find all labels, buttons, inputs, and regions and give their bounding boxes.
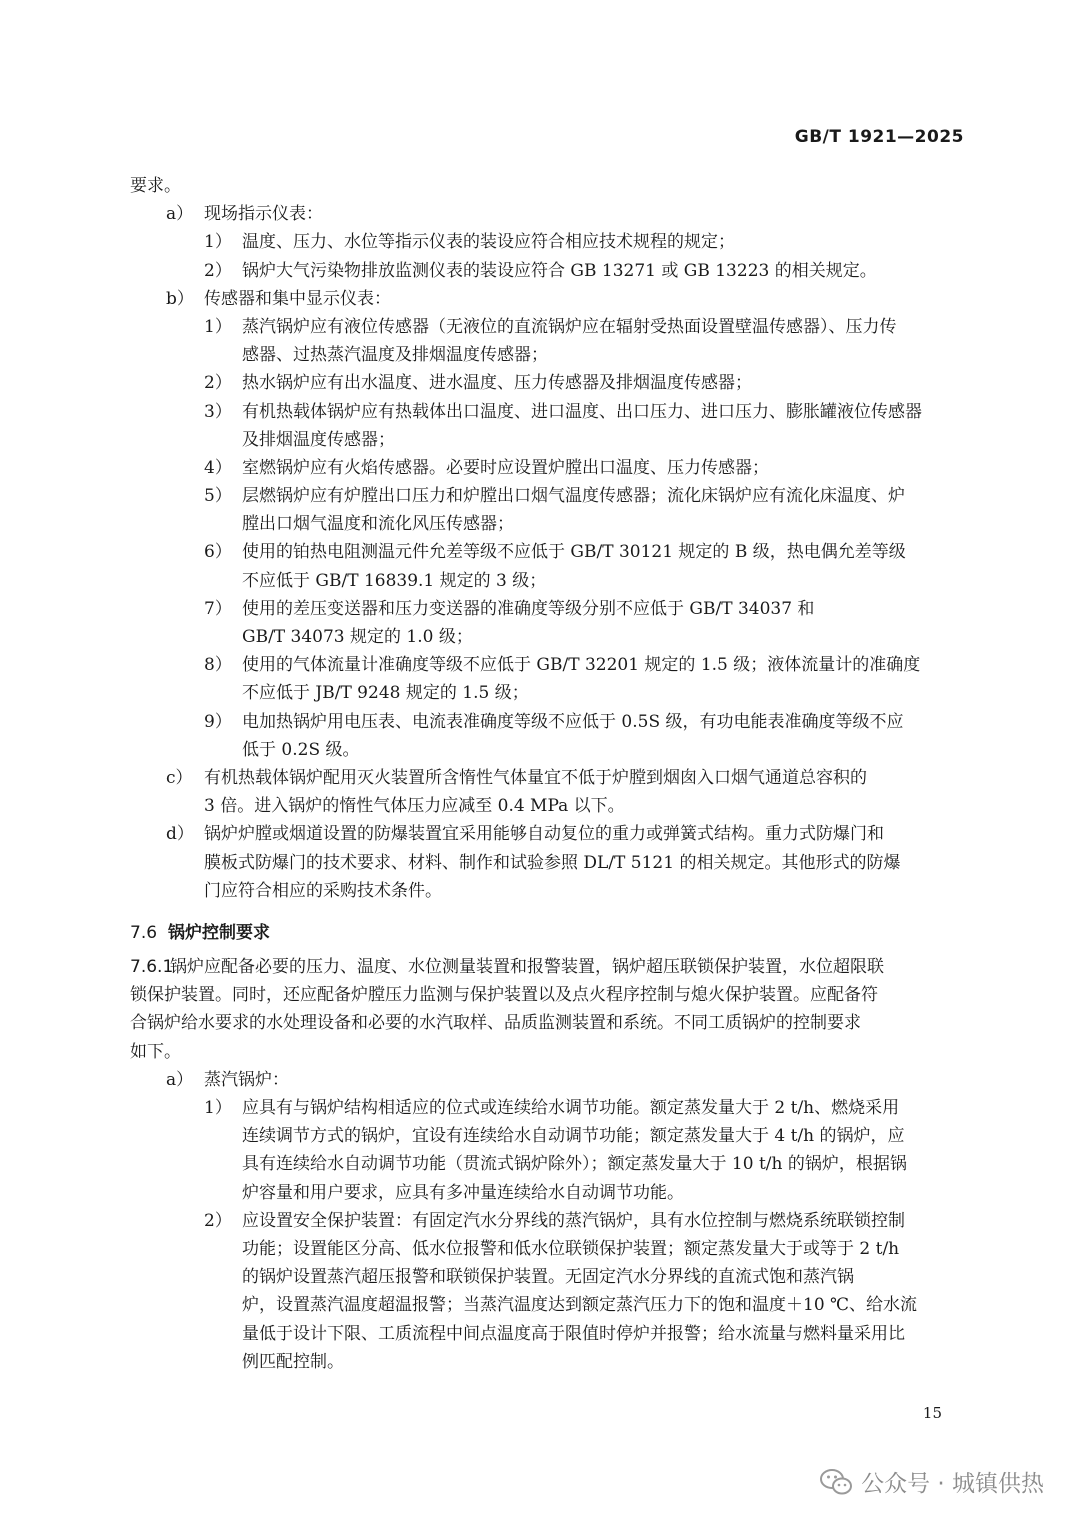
list-text: 锅炉大气污染物排放监测仪表的装设应符合 GB 13271 或 GB 13223 的相关规定。 [242,260,877,281]
list-item [130,595,966,623]
list-label: a） [166,1069,194,1090]
watermark [819,1465,1044,1498]
list-text: 使用的铂热电阻测温元件允差等级不应低于 GB/T 30121 规定的 B 级，热电偶允差等级 [242,542,906,563]
list-text: 温度、压力、水位等指示仪表的装设应符合相应技术规程的规定； [242,232,735,253]
list-label: 2） [204,1210,232,1231]
text-line: 如下。 [130,1041,181,1062]
clause-text: 锅炉应配备必要的压力、温度、水位测量装置和报警装置，锅炉超压联锁保护装置，水位超限联 [170,957,884,978]
list-item [130,228,966,256]
list-item [130,454,966,482]
list-text: 室燃锅炉应有火焰传感器。必要时应设置炉膛出口温度、压力传感器； [242,457,769,478]
list-label: 1） [204,1098,232,1118]
text-line: 要求。 [130,176,181,196]
list-text: 传感器和集中显示仪表： [204,288,391,309]
list-continuation: GB/T 34073 规定的 1.0 级； [242,627,473,647]
section-number: 7.6 [130,922,158,943]
list-continuation: 及排烟温度传感器； [242,429,395,450]
list-label: 2） [204,373,232,394]
list-text: 应具有与锅炉结构相适应的位式或连续给水调节功能。额定蒸发量大于 2 t/h、燃烧采用 [242,1098,900,1118]
list-text: 电加热锅炉用电压表、电流表准确度等级不应低于 0.5S 级，有功电能表准确度等级不应 [242,711,904,732]
list-item-c [130,764,966,792]
list-continuation: 功能；设置能区分高、低水位报警和低水位联锁保护装置；额定蒸发量大于或等于 2 t/h [242,1238,900,1259]
list-label: 1） [204,316,232,337]
list-item [130,369,966,397]
list-item [130,651,966,679]
list-continuation: 感器、过热蒸汽温度及排烟温度传感器； [242,345,548,366]
list-continuation: 不应低于 GB/T 16839.1 规定的 3 级； [242,570,547,591]
list-label: 9） [204,711,232,732]
list-continuation: 量低于设计下限、工质流程中间点温度高于限值时停炉并报警；给水流量与燃料量采用比 [242,1323,905,1344]
section-heading [130,919,966,947]
list-text: 热水锅炉应有出水温度、进水温度、压力传感器及排烟温度传感器； [242,373,752,394]
list-continuation: 炉，设置蒸汽温度超温报警；当蒸汽温度达到额定蒸汽压力下的饱和温度＋10 ℃、给水流 [242,1295,918,1316]
list-item [130,398,966,426]
list-item [130,1094,966,1122]
list-item [130,313,966,341]
list-continuation: 门应符合相应的采购技术条件。 [204,880,442,901]
list-text: 有机热载体锅炉配用灭火装置所含惰性气体量宜不低于炉膛到烟囱入口烟气通道总容积的 [204,767,867,788]
text-line: 锁保护装置。同时，还应配备炉膛压力监测与保护装置以及点火程序控制与熄火保护装置。应配备符 [130,985,878,1006]
list-continuation: 膛出口烟气温度和流化风压传感器； [242,514,514,535]
list-item-b [130,285,966,313]
clause-number: 7.6.1 [130,957,174,978]
list-item [130,1207,966,1235]
list-continuation: 3 倍。进入锅炉的惰性气体压力应减至 0.4 MPa 以下。 [204,796,625,817]
text-line: 合锅炉给水要求的水处理设备和必要的水汽取样、品质监测装置和系统。不同工质锅炉的控制要求 [130,1013,861,1034]
list-continuation: 具有连续给水自动调节功能（贯流式锅炉除外）；额定蒸发量大于 10 t/h 的锅炉，根据锅 [242,1154,907,1175]
list-label: 6） [204,542,232,563]
watermark-text: 公众号 · 城镇供热 [861,1471,1044,1497]
list-item [130,538,966,566]
list-text: 蒸汽锅炉： [204,1069,289,1090]
list-item [130,482,966,510]
list-label: 7） [204,598,232,619]
page-number: 15 [922,1404,942,1422]
list-continuation: 炉容量和用户要求，应具有多冲量连续给水自动调节功能。 [242,1182,684,1203]
body-text [130,172,966,1376]
list-label: 8） [204,655,232,676]
list-label: c） [166,767,193,788]
standard-number: GB/T 1921—2025 [794,127,964,147]
list-text: 使用的差压变送器和压力变送器的准确度等级分别不应低于 GB/T 34037 和 [242,598,815,619]
list-text: 蒸汽锅炉应有液位传感器（无液位的直流锅炉应在辐射受热面设置壁温传感器）、压力传 [242,316,897,337]
list-label: 2） [204,260,232,281]
list-label: b） [166,288,194,309]
list-continuation: 连续调节方式的锅炉，宜设有连续给水自动调节功能；额定蒸发量大于 4 t/h 的锅炉，应 [242,1126,905,1147]
list-continuation: 的锅炉设置蒸汽超压报警和联锁保护装置。无固定汽水分界线的直流式饱和蒸汽锅 [242,1267,854,1288]
list-continuation: 低于 0.2S 级。 [242,739,360,760]
list-label: 5） [204,486,232,507]
list-item-d [130,820,966,848]
list-label: d） [166,824,194,845]
list-label: 4） [204,457,232,478]
list-label: 3） [204,401,232,422]
list-continuation: 膜板式防爆门的技术要求、材料、制作和试验参照 DL/T 5121 的相关规定。其他形式的防爆 [204,852,901,873]
list-label: a） [166,204,194,225]
list-label: 1） [204,232,232,253]
list-text: 应设置安全保护装置：有固定汽水分界线的蒸汽锅炉，具有水位控制与燃烧系统联锁控制 [242,1210,905,1231]
list-item-a [130,1066,966,1094]
list-text: 现场指示仪表： [204,204,323,225]
clause-paragraph [130,953,966,981]
section-title: 锅炉控制要求 [168,922,270,943]
list-text: 使用的气体流量计准确度等级不应低于 GB/T 32201 规定的 1.5 级；液体流量计的准确度 [242,655,921,676]
list-item [130,257,966,285]
wechat-icon [819,1467,853,1497]
list-text: 锅炉炉膛或烟道设置的防爆装置宜采用能够自动复位的重力或弹簧式结构。重力式防爆门和 [204,824,884,845]
list-continuation: 不应低于 JB/T 9248 规定的 1.5 级； [242,683,529,704]
list-text: 层燃锅炉应有炉膛出口压力和炉膛出口烟气温度传感器；流化床锅炉应有流化床温度、炉 [242,486,905,507]
list-text: 有机热载体锅炉应有热载体出口温度、进口温度、出口压力、进口压力、膨胀罐液位传感器 [242,401,922,422]
list-item-a [130,200,966,228]
list-continuation: 例匹配控制。 [242,1351,344,1372]
list-item [130,708,966,736]
